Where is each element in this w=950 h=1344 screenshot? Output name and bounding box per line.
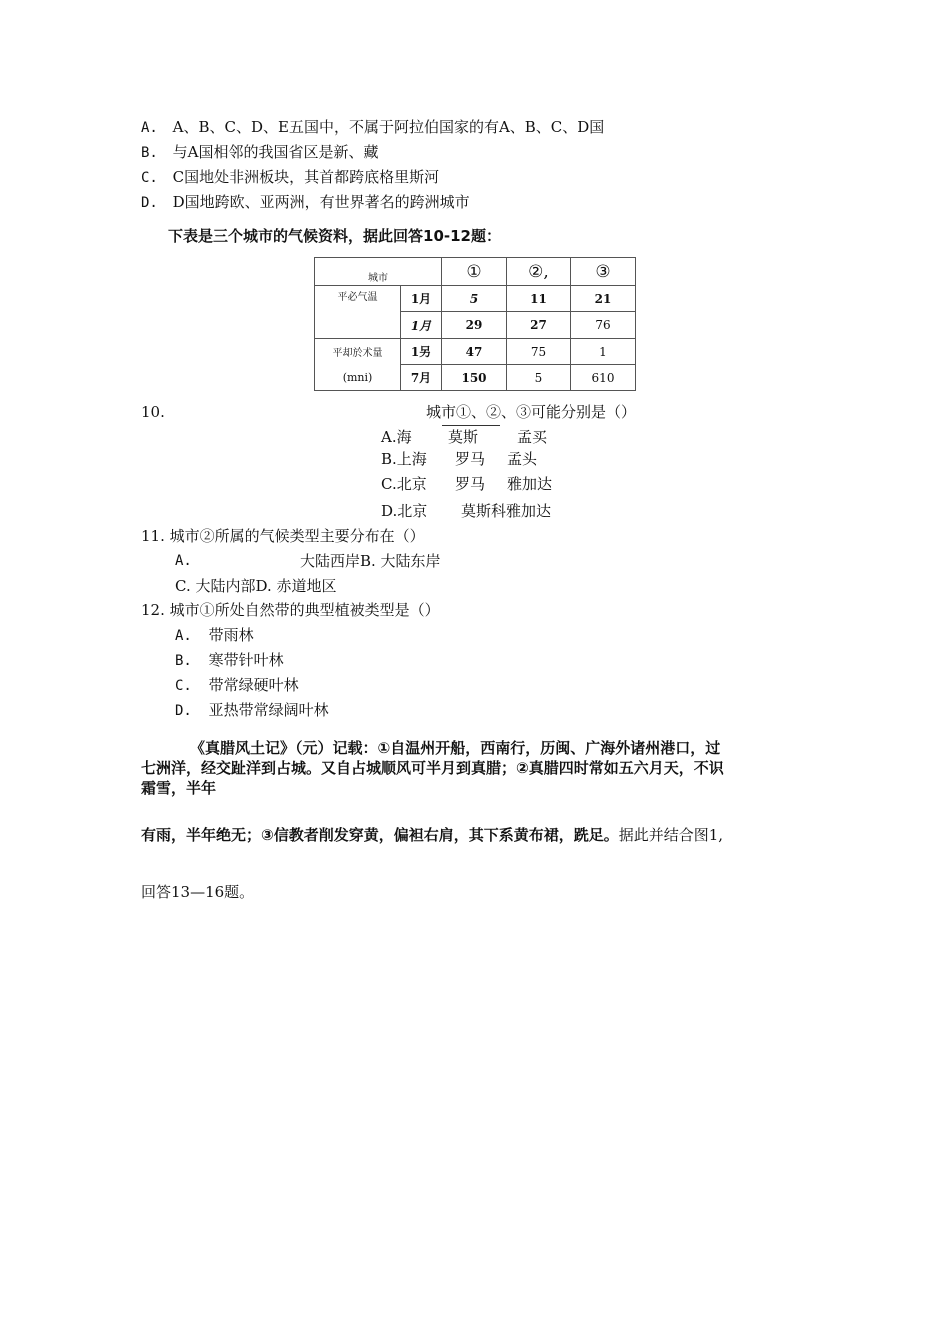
option-text: 寒带针叶林 [208,651,284,669]
q10-option-a-city3: 孟买 [517,428,548,446]
table-cell: 1 [571,339,636,365]
table-cell: 150 [442,365,507,391]
table-cell: 11 [507,286,571,312]
table-cell: 21 [571,286,636,312]
q12-option-b [175,650,284,671]
month-label: 1另 [401,339,442,365]
option-label: B. [141,145,158,161]
header-city-3: ③ [571,258,636,286]
option-text: 上海 [396,450,427,468]
q11-stem: 11. 城市②所属的气候类型主要分布在（） [141,527,425,545]
q12-stem: 12. 城市①所处自然带的典型植被类型是（） [141,601,440,619]
option-text: 海 [396,428,412,446]
option-label: D. [175,703,192,719]
option-label: A. [141,120,158,136]
table-cell: 75 [507,339,571,365]
q11-option-a-label: A. [175,553,192,569]
option-label: D. [141,195,158,211]
table-cell: 29 [442,312,507,339]
q10-option-b-city2: 罗马 [455,450,486,468]
q10-option-c-city3: 雅加达 [507,475,553,493]
passage-line-2: 七洲洋，经交趾洋到占城。又自占城顺风可半月到真腊；②真腊四时常如五六月天，不识 [141,759,724,777]
q10-option-b [381,449,427,469]
option-text: 北京 [396,475,427,493]
header-city-2: ②, [507,258,571,286]
option-label: C. [141,170,158,186]
option-text: 带雨林 [208,626,254,644]
option-text: A、B、C、D、E五国中，不属于阿拉伯国家的有A、B、C、D国 [172,118,605,136]
q11-options-ab: 大陆西岸B. 大陆东岸 [300,552,441,570]
option-text: 与A国相邻的我国省区是新、藏 [172,143,379,161]
table-cell: 27 [507,312,571,339]
temp-group-label: 平必气温 [315,286,401,339]
header-city-1: ① [442,258,507,286]
month-label: 1月 [401,286,442,312]
table-cell: 47 [442,339,507,365]
precip-unit-label: (mni) [315,365,401,391]
underline-mark [442,425,500,426]
q10-option-d [381,501,427,521]
q10-number: 10. [141,403,165,421]
option-text: 北京 [397,502,428,520]
q10-option-c [381,474,427,494]
table-cell: 76 [571,312,636,339]
passage-line-4-bold: 有雨，半年绝无；③信教者削发穿黄，偏袒右肩，其下系黄布裙，跣足。 [141,826,619,844]
option-label: C. [175,678,192,694]
option-label: D. [381,502,398,520]
q9-option-d [141,192,470,213]
q12-option-a [175,625,254,646]
month-label: 1月 [401,312,442,339]
q10-option-d-cities: 莫斯科雅加达 [461,502,552,520]
option-text: D国地跨欧、亚两洲，有世界著名的跨洲城市 [172,193,470,211]
passage-line-5: 回答13—16题。 [141,883,255,901]
option-label: B. [175,653,192,669]
climate-table [314,257,636,391]
q9-option-b [141,142,378,163]
table-cell: 5 [507,365,571,391]
passage-line-1: 《真腊风土记》（元）记载：①自温州开船，西南行，历闽、广海外诸州港口，过 [190,739,721,757]
corner-city: 城市 [315,258,442,286]
option-label: A. [175,628,192,644]
q12-option-c [175,675,299,696]
q12-option-d [175,700,329,721]
month-label: 7月 [401,365,442,391]
passage-line-4 [141,825,723,845]
table-cell: 5 [442,286,507,312]
q10-stem: 城市①、②、③可能分别是（） [426,403,637,421]
precip-group-label: 平却於术量 [315,339,401,365]
q10-option-a [381,427,412,447]
table-cell: 610 [571,365,636,391]
q10-option-a-city2: 莫斯 [448,428,479,446]
table-intro: 下表是三个城市的气候资料，据此回答10-12题： [168,227,501,245]
option-label: C. [381,475,397,493]
option-label: A. [381,428,397,446]
passage-line-4-rest: 据此并结合图1, [618,826,724,844]
q9-option-a [141,117,604,138]
q10-option-b-city3: 孟头 [507,450,538,468]
option-text: C国地处非洲板块，其首都跨底格里斯河 [172,168,440,186]
option-text: 带常绿硬叶林 [208,676,299,694]
option-label: B. [381,450,397,468]
option-text: 亚热带常绿阔叶林 [208,701,329,719]
q9-option-c [141,167,439,188]
q11-options-cd: C. 大陆内部D. 赤道地区 [175,577,337,595]
q10-option-c-city2: 罗马 [455,475,486,493]
passage-line-3: 霜雪，半年 [141,779,217,797]
